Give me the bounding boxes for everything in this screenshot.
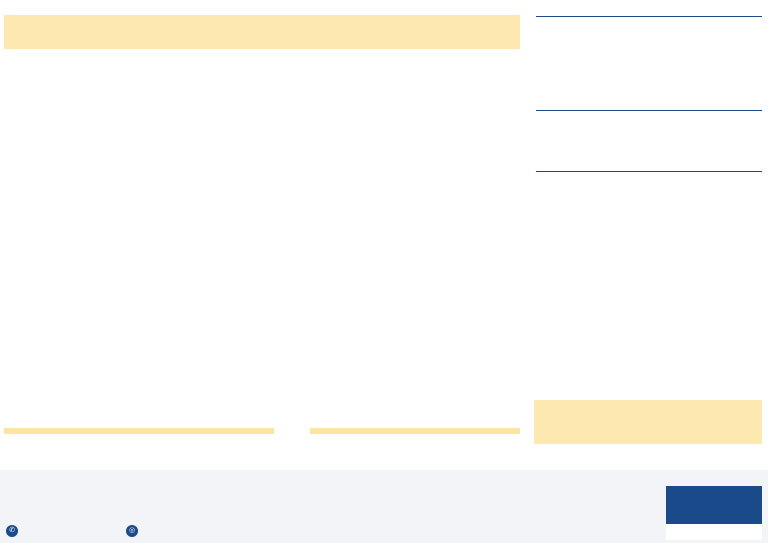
semester-rule — [536, 110, 762, 111]
mode-chips — [674, 510, 754, 518]
phone-number[interactable] — [6, 525, 22, 537]
schueler-rule — [536, 16, 762, 17]
globe-icon: ◎ — [126, 525, 138, 537]
vms-header — [310, 428, 520, 434]
first-class-header — [4, 428, 274, 434]
website-link[interactable] — [126, 525, 142, 537]
footer-band — [0, 470, 768, 543]
one-ticket-logo — [666, 486, 762, 540]
anmerkungen-rule — [536, 171, 762, 172]
abo-info-box — [534, 400, 762, 444]
table-header — [4, 15, 520, 49]
phone-icon: ✆ — [6, 525, 18, 537]
brand-slogan — [666, 524, 762, 540]
